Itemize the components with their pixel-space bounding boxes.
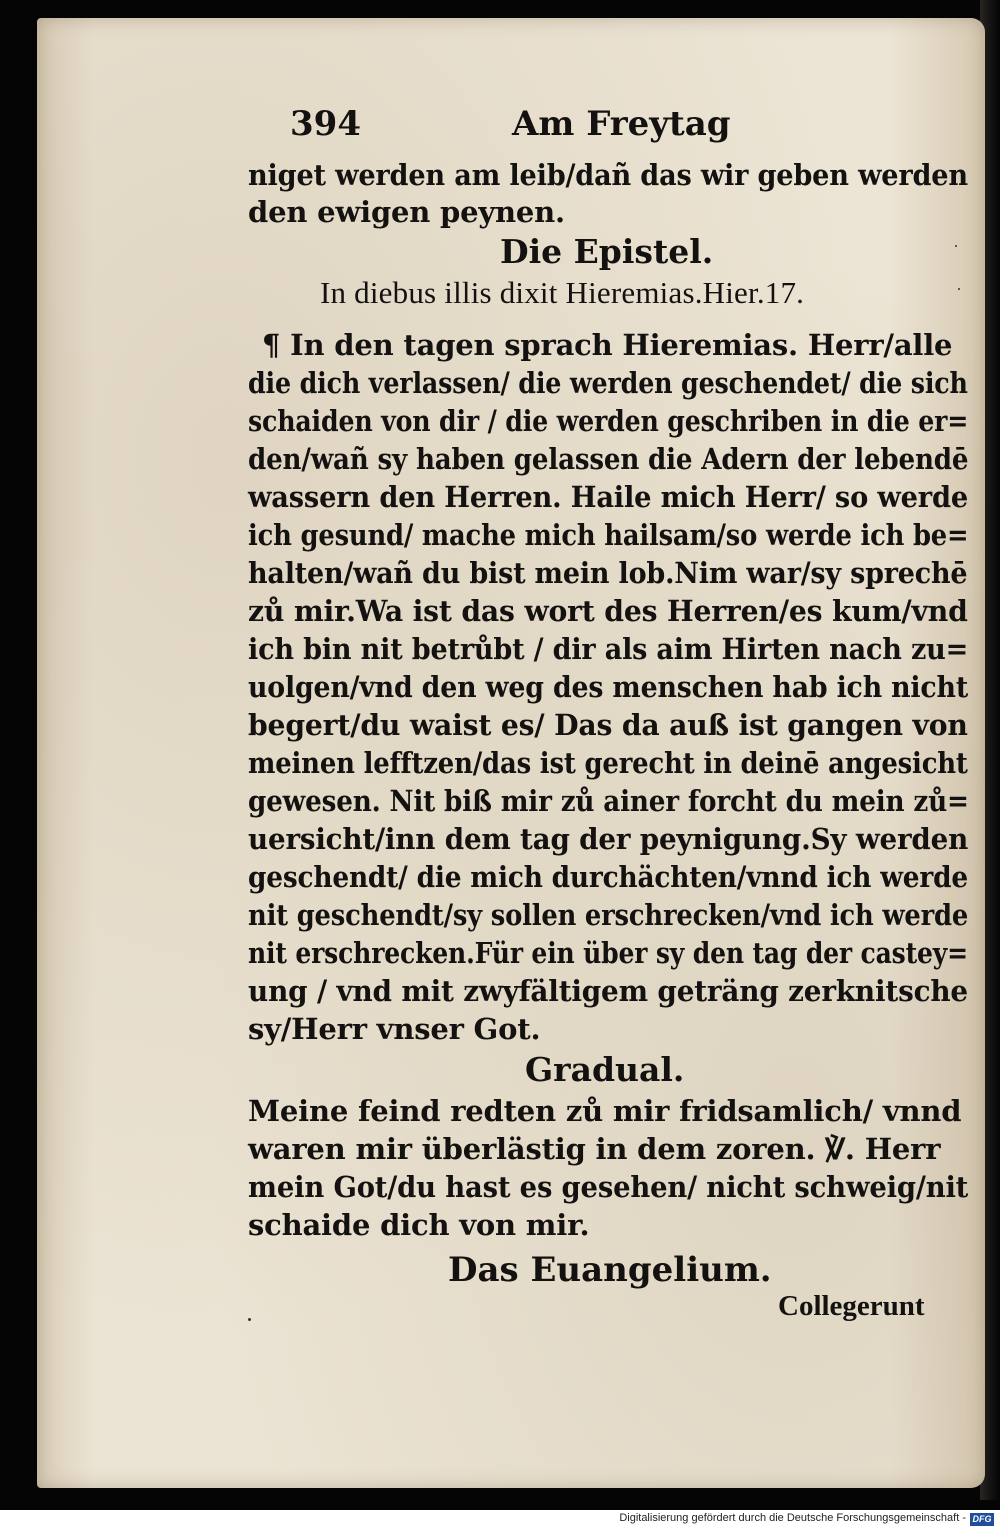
- epistle-line: zů mir.Wa ist das wort des Herren/es kum/vnd: [248, 594, 968, 628]
- epistle-line: ¶ In den tagen sprach Hieremias. Herr/alle: [262, 328, 953, 362]
- paper-speck: [958, 288, 960, 290]
- epistle-line: sy/Herr vnser Got.: [248, 1012, 541, 1046]
- epistle-line: meinen lefftzen/das ist gerecht in deinē angesicht: [248, 746, 968, 780]
- footer-credit: Digitalisierung gefördert durch die Deutsche Forschungsgemeinschaft -: [619, 1512, 966, 1524]
- running-head-title: Am Freytag: [512, 104, 731, 144]
- epistle-line: geschendt/ die mich durchächten/vnnd ich werde: [248, 860, 968, 894]
- epistle-line: die dich verlassen/ die werden geschendet/ die sich: [248, 366, 968, 400]
- text-line: den ewigen peynen.: [248, 195, 565, 229]
- epistle-line: schaiden von dir / die werden geschriben in die er=: [248, 404, 969, 438]
- page-number: 394: [290, 104, 361, 144]
- epistle-line: ich gesund/ mache mich hailsam/so werde ich be=: [248, 518, 969, 552]
- gradual-heading: Gradual.: [525, 1050, 685, 1089]
- epistle-line: uolgen/vnd den weg des menschen hab ich nicht: [248, 670, 969, 704]
- epistle-heading: Die Epistel.: [500, 232, 714, 271]
- gospel-heading: Das Euangelium.: [448, 1250, 772, 1290]
- catchword: Collegerunt: [778, 1290, 925, 1322]
- gradual-line: mein Got/du hast es gesehen/ nicht schweig/nit: [248, 1170, 969, 1204]
- epistle-line: ich bin nit betrůbt / dir als aim Hirten nach zu=: [248, 632, 969, 666]
- gradual-line: waren mir überlästig in dem zoren. ℣. Herr: [248, 1132, 941, 1166]
- epistle-line: nit geschendt/sy sollen erschrecken/vnd ich werde: [248, 898, 969, 932]
- epistle-line: wassern den Herren. Haile mich Herr/ so werde: [248, 480, 969, 514]
- running-head: [290, 104, 731, 144]
- epistle-line: begert/du waist es/ Das da auß ist gangen von: [248, 708, 968, 742]
- text-line: niget werden am leib/dañ das wir geben werden: [248, 158, 968, 192]
- epistle-line: halten/wañ du bist mein lob.Nim war/sy sprechē: [248, 556, 968, 590]
- gradual-line: schaide dich von mir.: [248, 1208, 590, 1242]
- dfg-logo: DFG: [970, 1513, 994, 1526]
- gradual-line: Meine feind redten zů mir fridsamlich/ vnnd: [248, 1094, 962, 1128]
- epistle-line: uersicht/inn dem tag der peynigung.Sy werden: [248, 822, 969, 856]
- paper-speck: [955, 245, 957, 247]
- epistle-line: ung / vnd mit zwyfältigem geträng zerknitsche: [248, 974, 968, 1008]
- epistle-line: gewesen. Nit biß mir zů ainer forcht du mein zů=: [248, 784, 969, 818]
- epistle-latin-incipit: In diebus illis dixit Hieremias.Hier.17.: [320, 275, 805, 310]
- paper-speck: [248, 1318, 251, 1321]
- epistle-line: nit erschrecken.Für ein über sy den tag der castey=: [248, 936, 968, 970]
- epistle-line: den/wañ sy haben gelassen die Adern der lebendē: [248, 442, 969, 476]
